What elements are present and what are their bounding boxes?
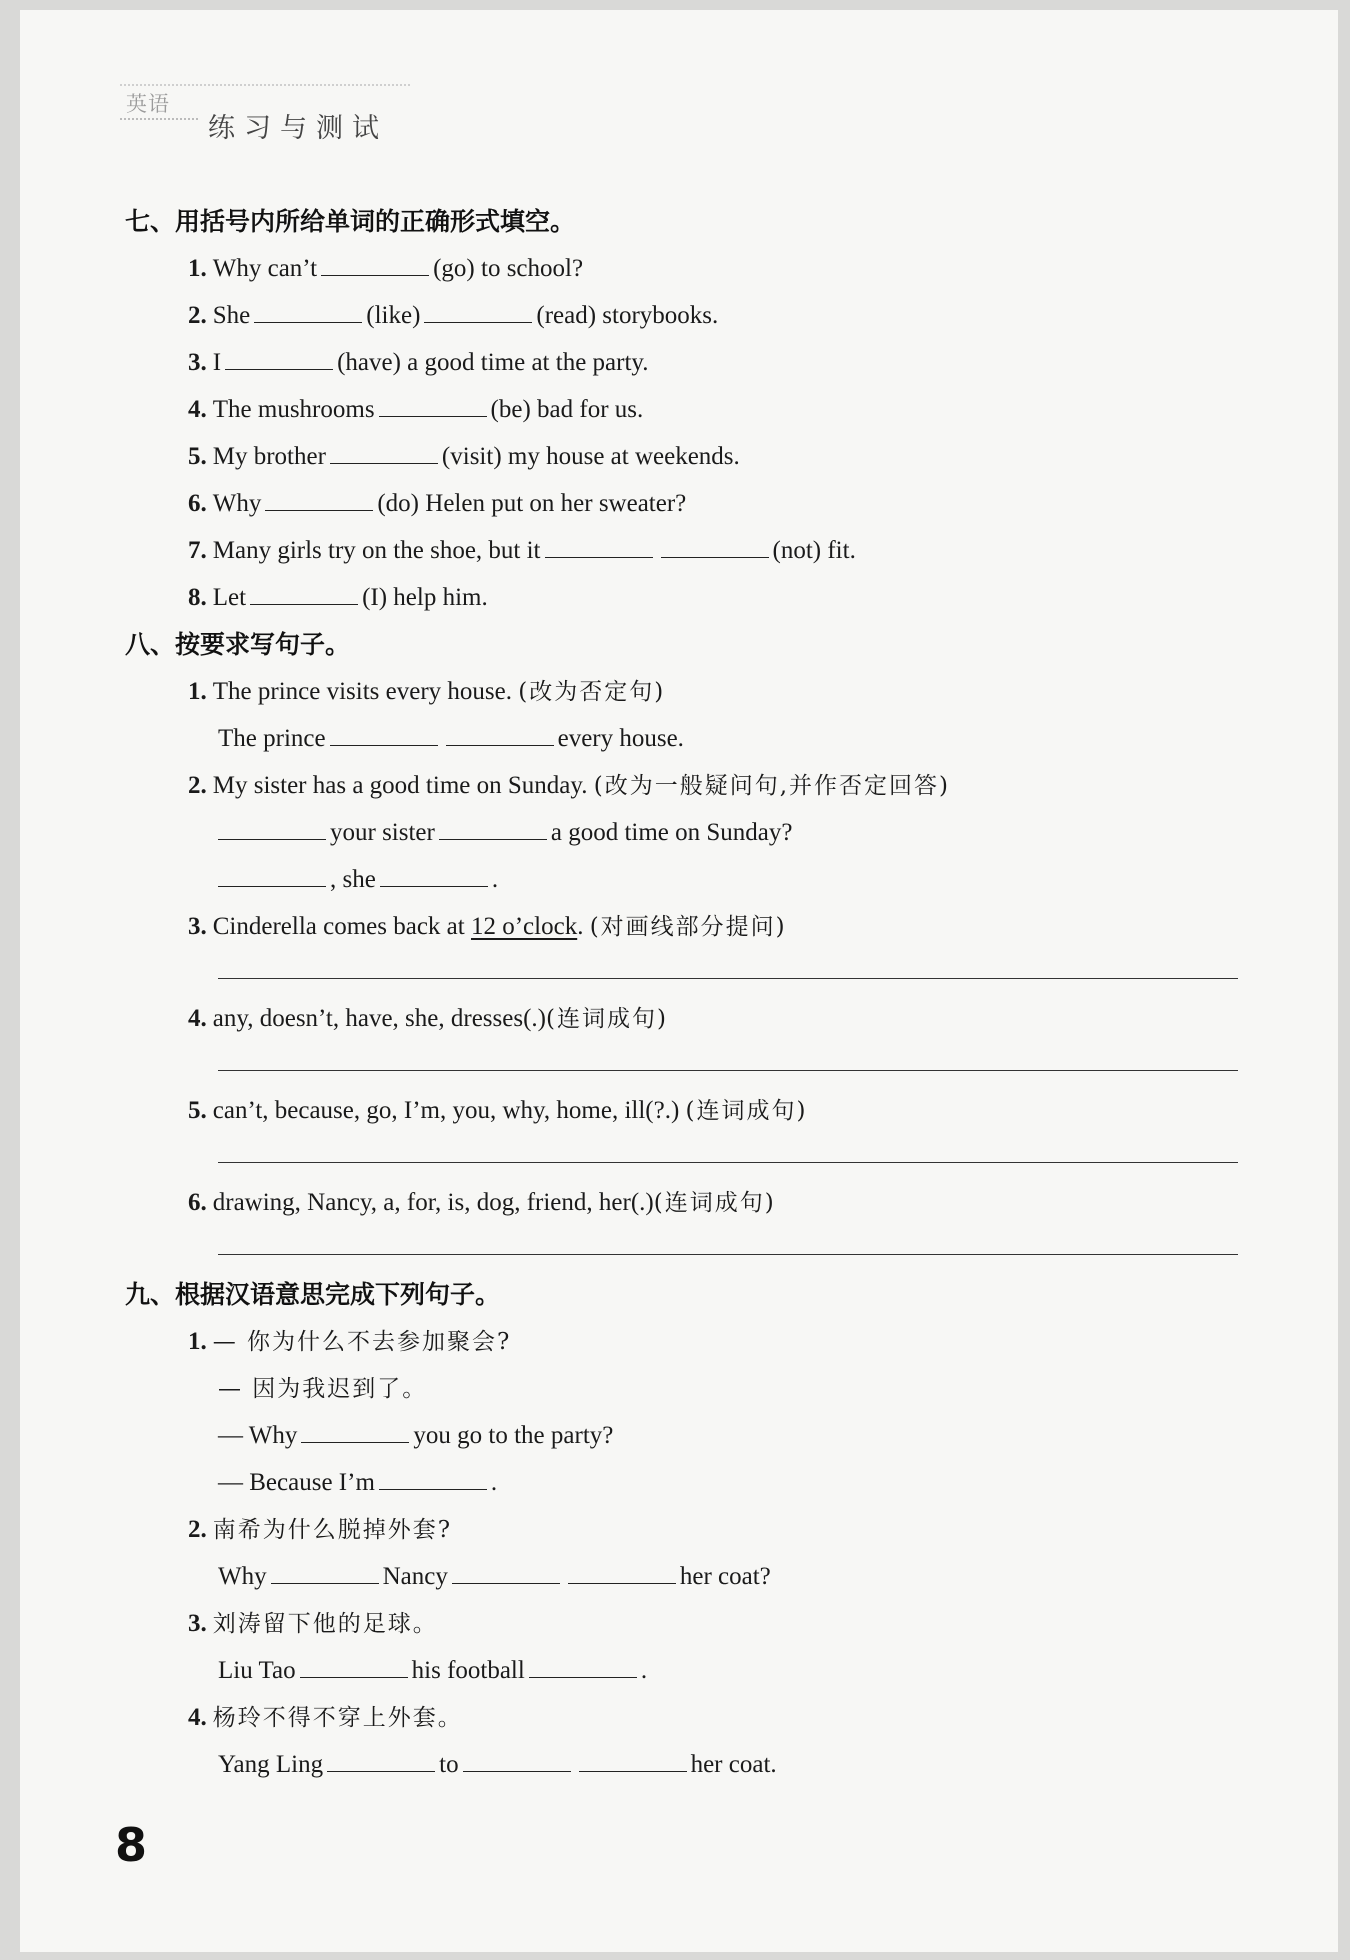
answer-blank[interactable] bbox=[330, 433, 438, 464]
section-7-heading: 七、用括号内所给单词的正确形式填空。 bbox=[125, 207, 576, 236]
answer-blank[interactable] bbox=[225, 339, 333, 370]
underlined-phrase: 12 o’clock bbox=[470, 913, 578, 940]
answer-blank[interactable] bbox=[330, 715, 438, 746]
answer-blank[interactable] bbox=[218, 809, 326, 840]
s8-q1-answer: The prince every house. bbox=[20, 715, 1338, 762]
answer-blank[interactable] bbox=[446, 715, 554, 746]
s7-item-1: 1. Why can’t (go) to school? bbox=[20, 245, 1338, 292]
s8-q3-answer-line[interactable] bbox=[20, 950, 1338, 995]
s8-q2: 2. My sister has a good time on Sunday. (改为一般疑问句,并作否定回答) bbox=[188, 772, 950, 799]
answer-blank[interactable] bbox=[321, 245, 429, 276]
s7-item-7: 7. Many girls try on the shoe, but it (not) fit. bbox=[20, 527, 1338, 574]
answer-blank[interactable] bbox=[254, 292, 362, 323]
s8-q5-answer-line[interactable] bbox=[20, 1134, 1338, 1179]
subject-label: 英语 bbox=[126, 92, 170, 116]
answer-blank[interactable] bbox=[327, 1741, 435, 1772]
answer-blank[interactable] bbox=[218, 856, 326, 887]
s9-q2-en: Why Nancy her coat? bbox=[20, 1553, 1338, 1600]
answer-blank[interactable] bbox=[250, 574, 358, 605]
s8-q6-answer-line[interactable] bbox=[20, 1226, 1338, 1271]
answer-blank[interactable] bbox=[271, 1553, 379, 1584]
s9-q4-en: Yang Ling to her coat. bbox=[20, 1741, 1338, 1788]
answer-blank[interactable] bbox=[379, 386, 487, 417]
s8-q1: 1. The prince visits every house. (改为否定句) bbox=[188, 678, 666, 705]
workbook-page bbox=[20, 10, 1338, 1952]
s9-q1-cn-a: 1. — 你为什么不去参加聚会? bbox=[188, 1328, 512, 1355]
book-title: 练习与测试 bbox=[208, 113, 388, 144]
s8-q6: 6. drawing, Nancy, a, for, is, dog, friend, her(.)(连词成句) bbox=[188, 1189, 776, 1216]
s9-q1-cn-b: — 因为我迟到了。 bbox=[218, 1376, 428, 1402]
s7-item-3: 3. I (have) a good time at the party. bbox=[20, 339, 1338, 386]
s8-q2-answer-a: your sister a good time on Sunday? bbox=[20, 809, 1338, 856]
s9-q3-cn: 3. 刘涛留下他的足球。 bbox=[188, 1610, 438, 1637]
answer-blank[interactable] bbox=[439, 809, 547, 840]
s7-item-2: 2. She (like) (read) storybooks. bbox=[20, 292, 1338, 339]
s8-q2-answer-b: , she . bbox=[20, 856, 1338, 903]
answer-blank[interactable] bbox=[452, 1553, 560, 1584]
header-dotted-underline bbox=[120, 118, 198, 120]
header-dotted-rule bbox=[120, 84, 410, 86]
s9-q1-en-b: — Because I’m . bbox=[20, 1459, 1338, 1506]
s9-q2-cn: 2. 南希为什么脱掉外套? bbox=[188, 1516, 453, 1543]
s9-q4-cn: 4. 杨玲不得不穿上外套。 bbox=[188, 1704, 463, 1731]
answer-blank[interactable] bbox=[379, 1459, 487, 1490]
s9-q1-en-a: — Why you go to the party? bbox=[20, 1412, 1338, 1459]
s7-item-6: 6. Why (do) Helen put on her sweater? bbox=[20, 480, 1338, 527]
exercise-content bbox=[20, 198, 1338, 1788]
s8-q4-answer-line[interactable] bbox=[20, 1042, 1338, 1087]
s7-item-4: 4. The mushrooms (be) bad for us. bbox=[20, 386, 1338, 433]
page-number: 8 bbox=[115, 1818, 148, 1872]
answer-blank[interactable] bbox=[380, 856, 488, 887]
answer-blank[interactable] bbox=[529, 1647, 637, 1678]
section-9-heading: 九、根据汉语意思完成下列句子。 bbox=[125, 1280, 501, 1309]
page-header bbox=[108, 70, 428, 144]
s7-item-5: 5. My brother (visit) my house at weekends. bbox=[20, 433, 1338, 480]
answer-blank[interactable] bbox=[579, 1741, 687, 1772]
s9-q3-en: Liu Tao his football . bbox=[20, 1647, 1338, 1694]
answer-blank[interactable] bbox=[545, 527, 653, 558]
answer-blank[interactable] bbox=[568, 1553, 676, 1584]
s8-q4: 4. any, doesn’t, have, she, dresses(.)(连词成句) bbox=[188, 1005, 668, 1032]
answer-blank[interactable] bbox=[463, 1741, 571, 1772]
s8-q5: 5. can’t, because, go, I’m, you, why, home, ill(?.) (连词成句) bbox=[188, 1097, 808, 1124]
answer-blank[interactable] bbox=[301, 1412, 409, 1443]
answer-blank[interactable] bbox=[300, 1647, 408, 1678]
answer-blank[interactable] bbox=[424, 292, 532, 323]
s8-q3: 3. Cinderella comes back at 12 o’clock. (对画线部分提问) bbox=[188, 913, 787, 940]
answer-blank[interactable] bbox=[661, 527, 769, 558]
answer-blank[interactable] bbox=[265, 480, 373, 511]
section-8-heading: 八、按要求写句子。 bbox=[125, 630, 351, 659]
s7-item-8: 8. Let (I) help him. bbox=[20, 574, 1338, 621]
